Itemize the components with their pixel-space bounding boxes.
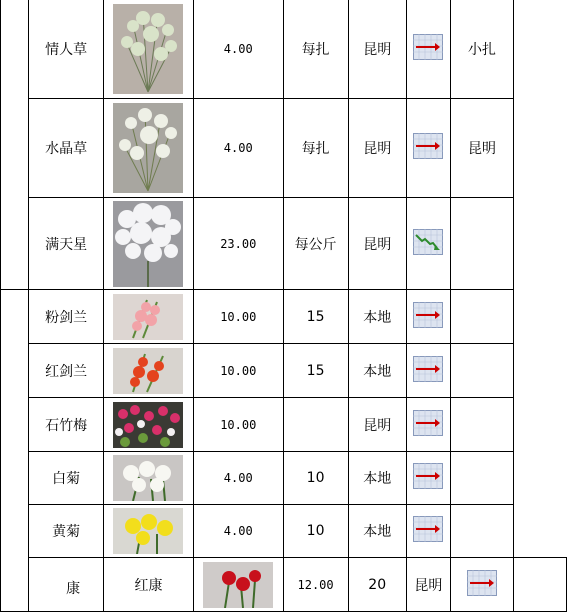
babys-breath-photo bbox=[113, 201, 183, 287]
flower-name: 白菊 bbox=[29, 452, 104, 505]
note-value bbox=[450, 198, 513, 290]
arrow-right-icon bbox=[413, 34, 443, 60]
unit-value bbox=[283, 398, 348, 452]
crystal-grass-photo bbox=[113, 103, 183, 193]
origin-value: 昆明 bbox=[348, 198, 406, 290]
origin-value: 昆明 bbox=[348, 0, 406, 99]
white-chrysanthemum-photo bbox=[113, 455, 183, 501]
arrow-right-icon bbox=[413, 463, 443, 489]
red-gladiolus-photo bbox=[113, 348, 183, 394]
category-cell bbox=[1, 0, 29, 290]
note-value bbox=[450, 505, 513, 558]
limonium-photo bbox=[113, 4, 183, 94]
price-value: 4.00 bbox=[193, 505, 283, 558]
category-label: 康 bbox=[66, 580, 81, 597]
origin-value: 本地 bbox=[348, 505, 406, 558]
origin-value: 昆明 bbox=[348, 398, 406, 452]
table-row bbox=[1, 558, 567, 612]
flower-name: 红康 bbox=[104, 558, 194, 612]
flower-name: 石竹梅 bbox=[29, 398, 104, 452]
category-cell bbox=[29, 558, 104, 612]
price-value: 23.00 bbox=[193, 198, 283, 290]
unit-value: 每扎 bbox=[283, 0, 348, 99]
unit-value: 10 bbox=[283, 505, 348, 558]
origin-value: 本地 bbox=[348, 344, 406, 398]
arrow-right-icon bbox=[413, 410, 443, 436]
red-carnation-photo bbox=[203, 562, 273, 608]
table-row bbox=[1, 505, 567, 558]
flower-name: 黄菊 bbox=[29, 505, 104, 558]
yellow-chrysanthemum-photo bbox=[113, 508, 183, 554]
flower-name: 情人草 bbox=[29, 0, 104, 99]
flower-name: 粉剑兰 bbox=[29, 290, 104, 344]
unit-value: 15 bbox=[283, 344, 348, 398]
table-row bbox=[1, 344, 567, 398]
note-value bbox=[450, 398, 513, 452]
arrow-right-icon bbox=[413, 302, 443, 328]
price-value: 10.00 bbox=[193, 344, 283, 398]
dianthus-photo bbox=[113, 402, 183, 448]
price-value: 12.00 bbox=[283, 558, 348, 612]
table-row bbox=[1, 452, 567, 505]
note-value bbox=[450, 344, 513, 398]
note-value: 昆明 bbox=[450, 99, 513, 198]
price-value: 10.00 bbox=[193, 398, 283, 452]
price-value: 10.00 bbox=[193, 290, 283, 344]
origin-value: 昆明 bbox=[348, 99, 406, 198]
origin-value: 本地 bbox=[348, 290, 406, 344]
note-value bbox=[450, 290, 513, 344]
category-cell bbox=[1, 290, 29, 612]
unit-value: 每扎 bbox=[283, 99, 348, 198]
pink-gladiolus-photo bbox=[113, 294, 183, 340]
price-value: 4.00 bbox=[193, 99, 283, 198]
table-row bbox=[1, 290, 567, 344]
table-row bbox=[1, 198, 567, 290]
unit-value: 10 bbox=[283, 452, 348, 505]
unit-value: 15 bbox=[283, 290, 348, 344]
note-value bbox=[450, 452, 513, 505]
table-row bbox=[1, 99, 567, 198]
flower-name: 红剑兰 bbox=[29, 344, 104, 398]
flower-name: 水晶草 bbox=[29, 99, 104, 198]
price-value: 4.00 bbox=[193, 452, 283, 505]
arrow-right-icon bbox=[413, 356, 443, 382]
table-row bbox=[1, 0, 567, 99]
trend-down-icon bbox=[413, 229, 443, 255]
unit-value: 20 bbox=[348, 558, 406, 612]
note-value: 小扎 bbox=[450, 0, 513, 99]
origin-value: 昆明 bbox=[406, 558, 450, 612]
unit-value: 每公斤 bbox=[283, 198, 348, 290]
arrow-right-icon bbox=[467, 570, 497, 596]
arrow-right-icon bbox=[413, 516, 443, 542]
note-value bbox=[514, 558, 567, 612]
arrow-right-icon bbox=[413, 133, 443, 159]
table-row bbox=[1, 398, 567, 452]
price-value: 4.00 bbox=[193, 0, 283, 99]
origin-value: 本地 bbox=[348, 452, 406, 505]
flower-name: 满天星 bbox=[29, 198, 104, 290]
